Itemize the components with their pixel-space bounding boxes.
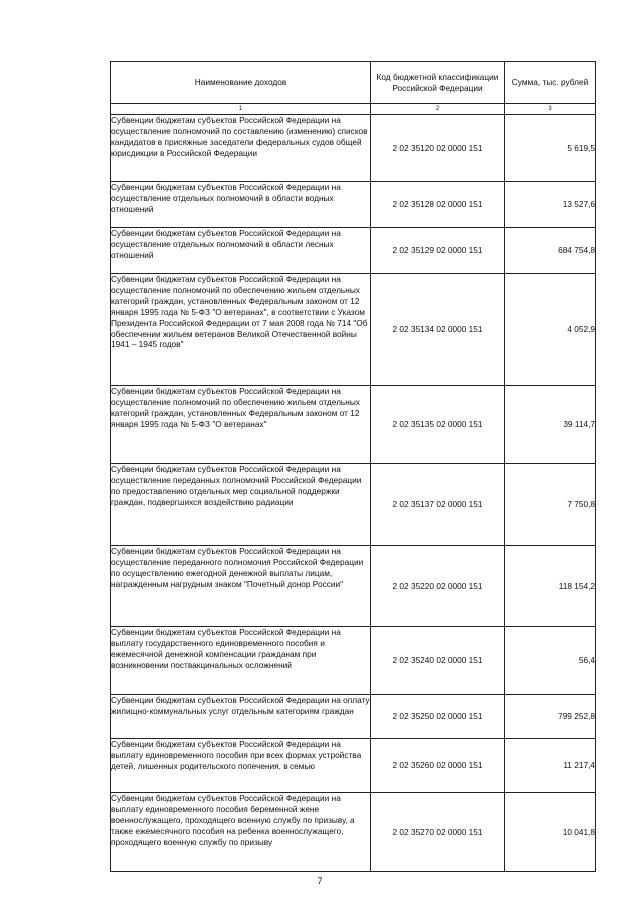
row-name: Субвенции бюджетам субъектов Российской Федерации на осуществление переданного полномочия Российской Федерации по осуществлению ежегодной денежной выплаты лицам, награжденным нагрудным знаком "Почетный донор России" [111,546,371,627]
header-name: Наименование доходов [111,62,371,104]
row-name: Субвенции бюджетам субъектов Российской Федерации на выплату государственного единовременного пособия и ежемесячной денежной компенсации гражданам при возникновении поствакцинальных осложнений [111,627,371,695]
table-row [111,182,596,228]
row-sum: 56,4 [505,627,596,695]
row-sum: 10 041,8 [505,793,596,872]
column-number-1: 1 [111,104,371,115]
row-code: 2 02 35240 02 0000 151 [371,627,505,695]
page-number: 7 [317,876,323,886]
table-row [111,274,596,386]
row-code: 2 02 35129 02 0000 151 [371,228,505,274]
row-code: 2 02 35134 02 0000 151 [371,274,505,386]
row-code: 2 02 35260 02 0000 151 [371,739,505,793]
row-name: Субвенции бюджетам субъектов Российской Федерации на осуществление полномочий по обеспечению жильем отдельных категорий граждан, установленных Федеральным законом от 12 января 1995 года № 5-ФЗ "О ветеранах", в соответствии с Указом Президента Российской Федерации от 7 мая 2008 года № 714 "Об обеспечении жильем ветеранов Великой Отечественной войны 1941 – 1945 годов" [111,274,371,386]
row-name: Субвенции бюджетам субъектов Российской Федерации на осуществление переданных полномочий Российской Федерации по предоставлению отдельных мер социальной поддержки граждан, подвергшихся воздействию радиации [111,464,371,546]
row-code: 2 02 35270 02 0000 151 [371,793,505,872]
table-row [111,228,596,274]
header-sum: Сумма, тыс. рублей [505,62,596,104]
row-name: Субвенции бюджетам субъектов Российской Федерации на осуществление отдельных полномочий в области лесных отношений [111,228,371,274]
row-code: 2 02 35220 02 0000 151 [371,546,505,627]
table-header-row [111,62,596,104]
table-row [111,627,596,695]
row-name: Субвенции бюджетам субъектов Российской Федерации на выплату единовременного пособия беременной жене военнослужащего, проходящего военную службу по призыву, а также ежемесячного пособия на ребенка военнослужащего, проходящего военную службу по призыву [111,793,371,872]
column-number-3: 3 [505,104,596,115]
row-sum: 13 527,6 [505,182,596,228]
row-name: Субвенции бюджетам субъектов Российской Федерации на осуществление полномочий по обеспечению жильем отдельных категорий граждан, установленных Федеральным законом от 12 января 1995 года № 5-ФЗ "О ветеранах" [111,386,371,464]
row-name: Субвенции бюджетам субъектов Российской Федерации на выплату единовременного пособия при всех формах устройства детей, лишенных родительского попечения, в семью [111,739,371,793]
table-row [111,739,596,793]
row-sum: 7 750,8 [505,464,596,546]
row-sum: 799 252,8 [505,695,596,739]
table-row [111,115,596,182]
column-number-row [111,104,596,115]
table-row [111,546,596,627]
row-code: 2 02 35137 02 0000 151 [371,464,505,546]
row-sum: 39 114,7 [505,386,596,464]
row-sum: 4 052,9 [505,274,596,386]
row-code: 2 02 35250 02 0000 151 [371,695,505,739]
header-code: Код бюджетной классификации Российской Федерации [371,62,505,104]
row-code: 2 02 35128 02 0000 151 [371,182,505,228]
table-row [111,386,596,464]
table-row [111,793,596,872]
column-number-2: 2 [371,104,505,115]
row-sum: 5 619,5 [505,115,596,182]
row-name: Субвенции бюджетам субъектов Российской Федерации на осуществление отдельных полномочий в области водных отношений [111,182,371,228]
row-name: Субвенции бюджетам субъектов Российской Федерации на оплату жилищно-коммунальных услуг отдельным категориям граждан [111,695,371,739]
row-name: Субвенции бюджетам субъектов Российской Федерации на осуществление полномочий по составлению (изменению) списков кандидатов в присяжные заседатели федеральных судов общей юрисдикции в Российской Федерации [111,115,371,182]
row-code: 2 02 35120 02 0000 151 [371,115,505,182]
row-sum: 11 217,4 [505,739,596,793]
row-code: 2 02 35135 02 0000 151 [371,386,505,464]
row-sum: 118 154,2 [505,546,596,627]
row-sum: 684 754,8 [505,228,596,274]
table-row [111,464,596,546]
revenue-table [110,61,596,872]
table-row [111,695,596,739]
